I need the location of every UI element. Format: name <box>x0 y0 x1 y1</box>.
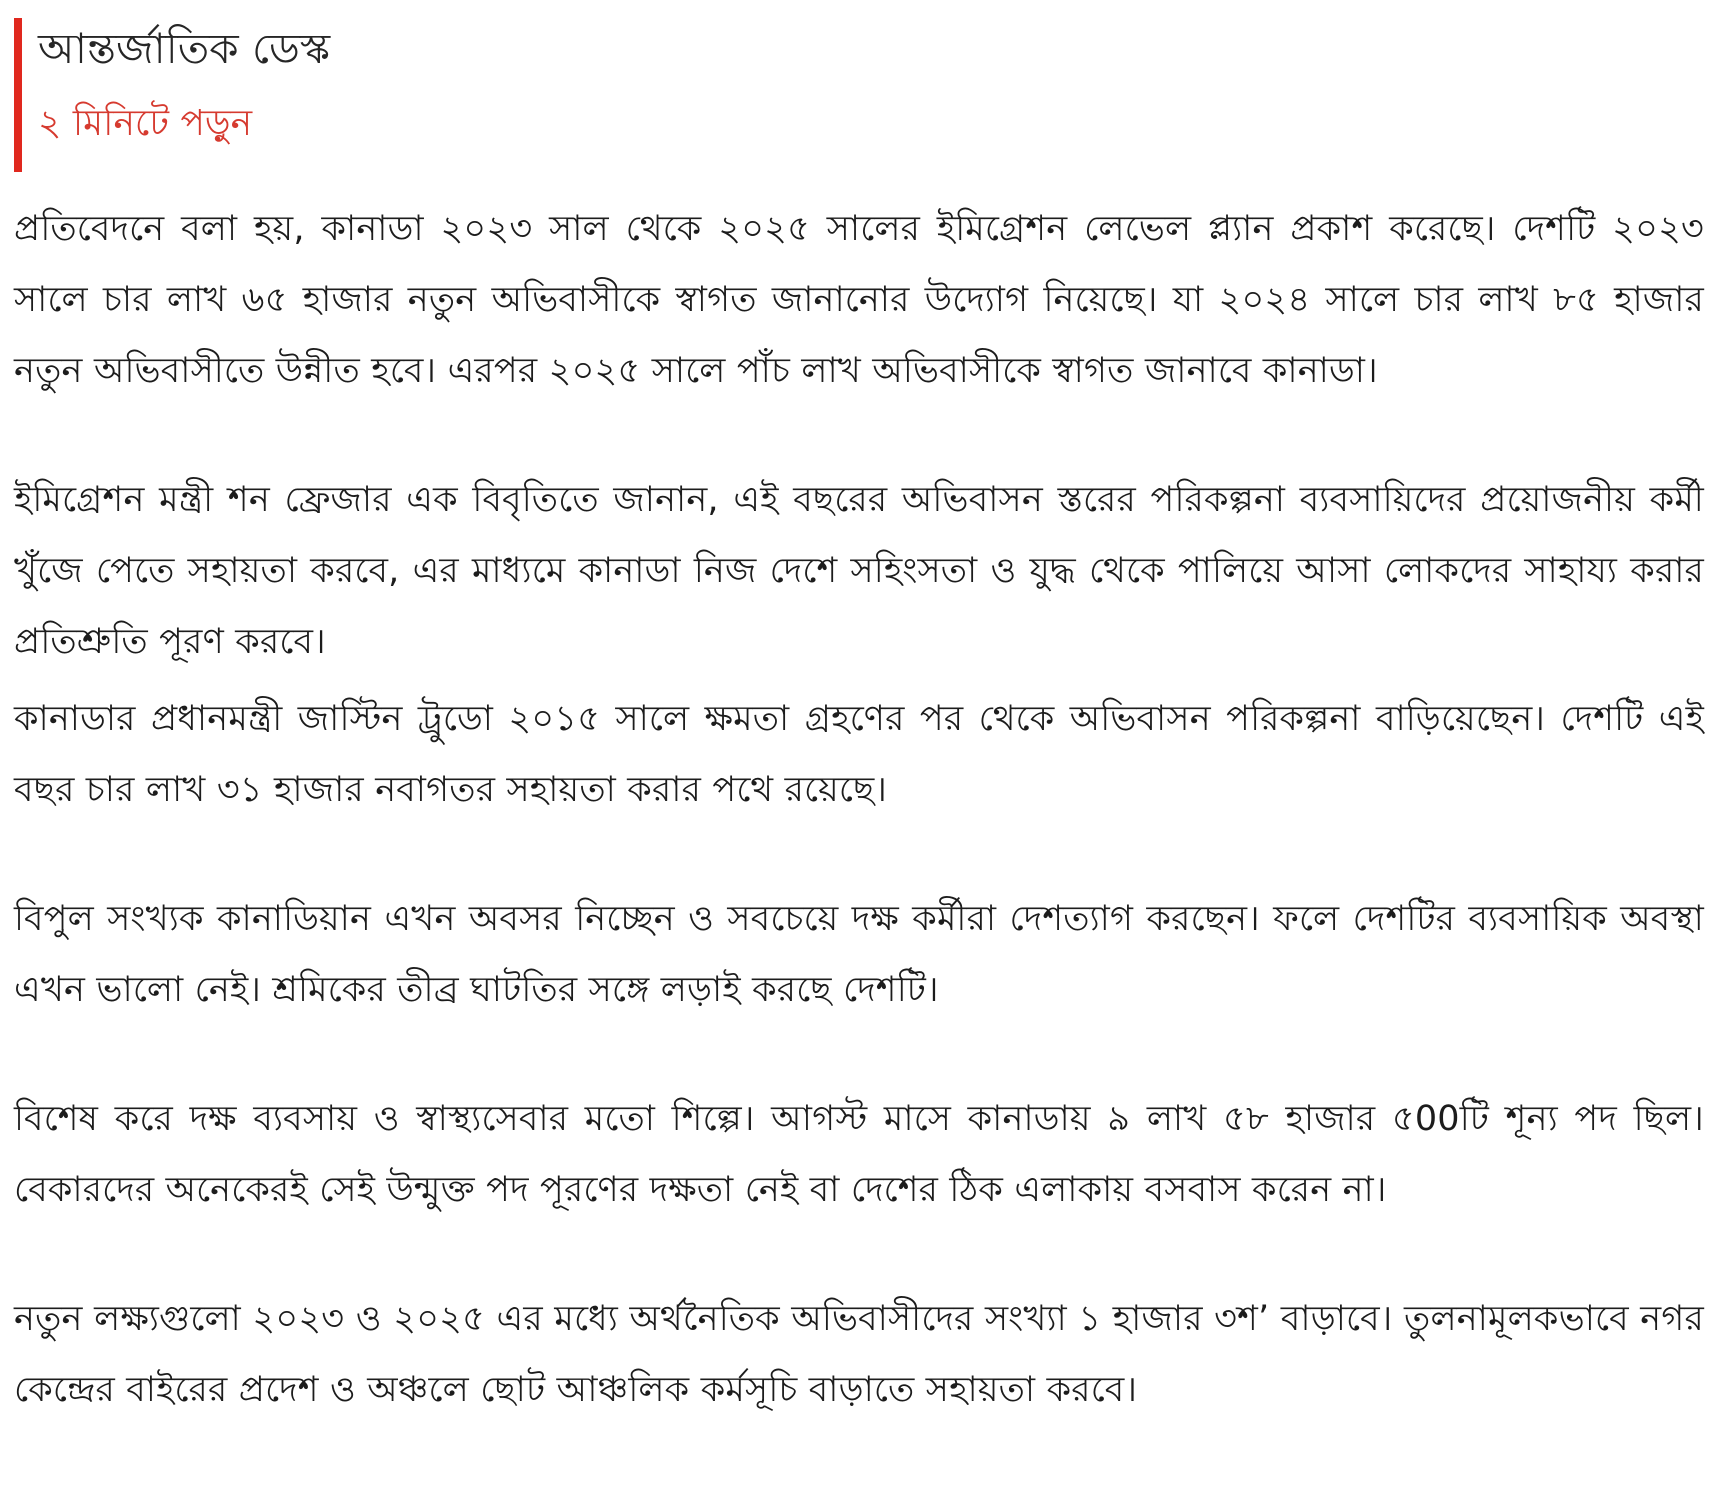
read-time: ২ মিনিটে পড়ুন <box>38 103 253 144</box>
accent-bar <box>14 18 22 172</box>
byline: আন্তর্জাতিক ডেস্ক <box>38 24 331 73</box>
article-body <box>14 194 1704 1426</box>
paragraph-6: নতুন লক্ষ্যগুলো ২০২৩ ও ২০২৫ এর মধ্যে অর্থনৈতিক অভিবাসীদের সংখ্যা ১ হাজার ৩শ’ বাড়াবে। তুলনামূলকভাবে নগর কেন্দ্রের বাইরের প্রদেশ ও অঞ্চলে ছোট আঞ্চলিক কর্মসূচি বাড়াতে সহায়তা করবে। <box>14 1299 1704 1410</box>
article-header <box>14 16 1704 174</box>
paragraph-1: প্রতিবেদনে বলা হয়, কানাডা ২০২৩ সাল থেকে ২০২৫ সালের ইমিগ্রেশন লেভেল প্ল্যান প্রকাশ করেছে। দেশটি ২০২৩ সালে চার লাখ ৬৫ হাজার নতুন অভিবাসীকে স্বাগত জানানোর উদ্যোগ নিয়েছে। যা ২০২৪ সালে চার লাখ ৮৫ হাজার নতুন অভিবাসীতে উন্নীত হবে। এরপর ২০২৫ সালে পাঁচ লাখ অভিবাসীকে স্বাগত জানাবে কানাডা। <box>14 209 1704 391</box>
paragraph-5: বিশেষ করে দক্ষ ব্যবসায় ও স্বাস্থ্যসেবার মতো শিল্পে। আগস্ট মাসে কানাডায় ৯ লাখ ৫৮ হাজার ৫00টি শূন্য পদ ছিল। বেকারদের অনেকেরই সেই উন্মুক্ত পদ পূরণের দক্ষতা নেই বা দেশের ঠিক এলাকায় বসবাস করেন না। <box>14 1099 1704 1210</box>
paragraph-3: কানাডার প্রধানমন্ত্রী জাস্টিন ট্রুডো ২০১৫ সালে ক্ষমতা গ্রহণের পর থেকে অভিবাসন পরিকল্পনা বাড়িয়েছেন। দেশটি এই বছর চার লাখ ৩১ হাজার নবাগতর সহায়তা করার পথে রয়েছে। <box>14 699 1704 810</box>
paragraph-2: ইমিগ্রেশন মন্ত্রী শন ফ্রেজার এক বিবৃতিতে জানান, এই বছরের অভিবাসন স্তরের পরিকল্পনা ব্যবসায়িদের প্রয়োজনীয় কর্মী খুঁজে পেতে সহায়তা করবে, এর মাধ্যমে কানাডা নিজ দেশে সহিংসতা ও যুদ্ধ থেকে পালিয়ে আসা লোকদের সাহায্য করার প্রতিশ্রুতি পূরণ করবে। <box>14 480 1704 662</box>
paragraph-4: বিপুল সংখ্যক কানাডিয়ান এখন অবসর নিচ্ছেন ও সবচেয়ে দক্ষ কর্মীরা দেশত্যাগ করছেন। ফলে দেশটির ব্যবসায়িক অবস্থা এখন ভালো নেই। শ্রমিকের তীব্র ঘাটতির সঙ্গে লড়াই করছে দেশটি। <box>14 899 1704 1010</box>
